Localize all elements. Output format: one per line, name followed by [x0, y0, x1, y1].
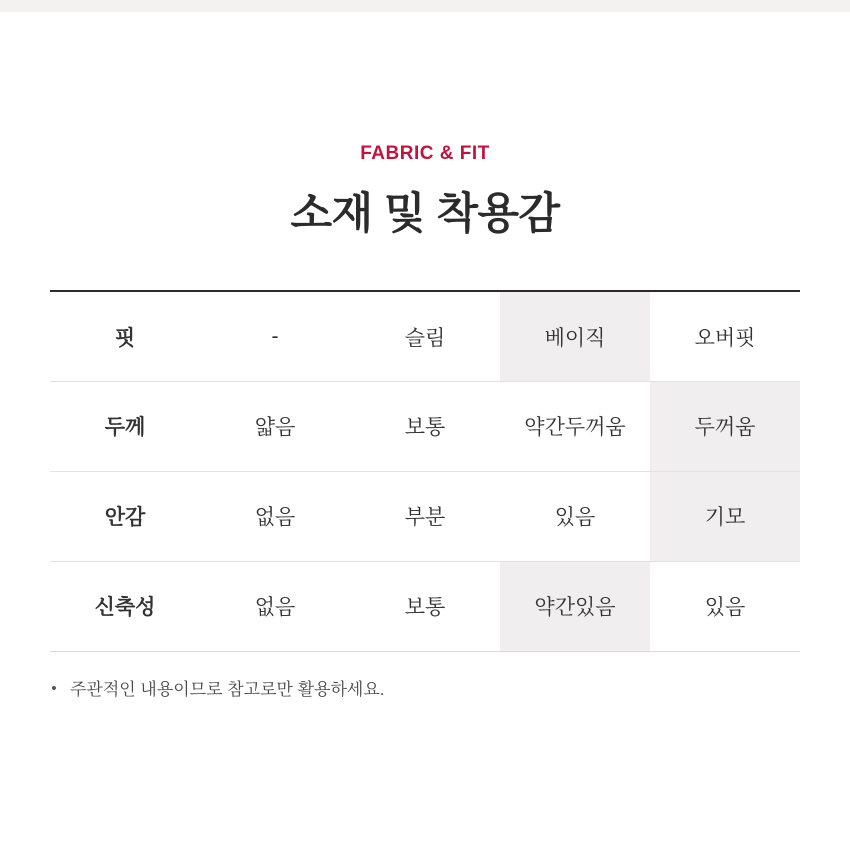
- thickness-option-0[interactable]: 얇음: [200, 381, 350, 471]
- table-row: [50, 381, 800, 471]
- lining-option-2[interactable]: 있음: [500, 471, 650, 561]
- elasticity-option-1[interactable]: 보통: [350, 561, 500, 651]
- fit-table-wrap: [50, 290, 800, 652]
- lining-option-1[interactable]: 부분: [350, 471, 500, 561]
- lining-option-3[interactable]: 기모: [650, 471, 800, 561]
- fit-option-2[interactable]: 베이직: [500, 291, 650, 381]
- elasticity-option-2[interactable]: 약간있음: [500, 561, 650, 651]
- table-row: [50, 561, 800, 651]
- section-eyebrow: FABRIC & FIT: [360, 143, 490, 164]
- fit-option-1[interactable]: 슬림: [350, 291, 500, 381]
- row-label-elasticity: 신축성: [50, 561, 200, 651]
- fit-option-3[interactable]: 오버핏: [650, 291, 800, 381]
- fit-option-0[interactable]: -: [200, 291, 350, 381]
- page-title: 소재 및 착용감: [290, 190, 560, 238]
- elasticity-option-3[interactable]: 있음: [650, 561, 800, 651]
- thickness-option-3[interactable]: 두꺼움: [650, 381, 800, 471]
- table-row: [50, 291, 800, 381]
- disclaimer-text: 주관적인 내용이므로 참고로만 활용하세요.: [70, 679, 385, 699]
- fabric-fit-table: [50, 290, 800, 652]
- lining-option-0[interactable]: 없음: [200, 471, 350, 561]
- elasticity-option-0[interactable]: 없음: [200, 561, 350, 651]
- thickness-option-1[interactable]: 보통: [350, 381, 500, 471]
- fabric-fit-table-body: [50, 291, 800, 651]
- thickness-option-2[interactable]: 약간두꺼움: [500, 381, 650, 471]
- bullet-icon: •: [51, 679, 57, 697]
- row-label-thickness: 두께: [50, 381, 200, 471]
- content-area: [0, 12, 850, 702]
- top-strip: [0, 0, 850, 12]
- row-label-fit: 핏: [50, 291, 200, 381]
- row-label-lining: 안감: [50, 471, 200, 561]
- table-row: [50, 471, 800, 561]
- disclaimer-note: [50, 678, 800, 702]
